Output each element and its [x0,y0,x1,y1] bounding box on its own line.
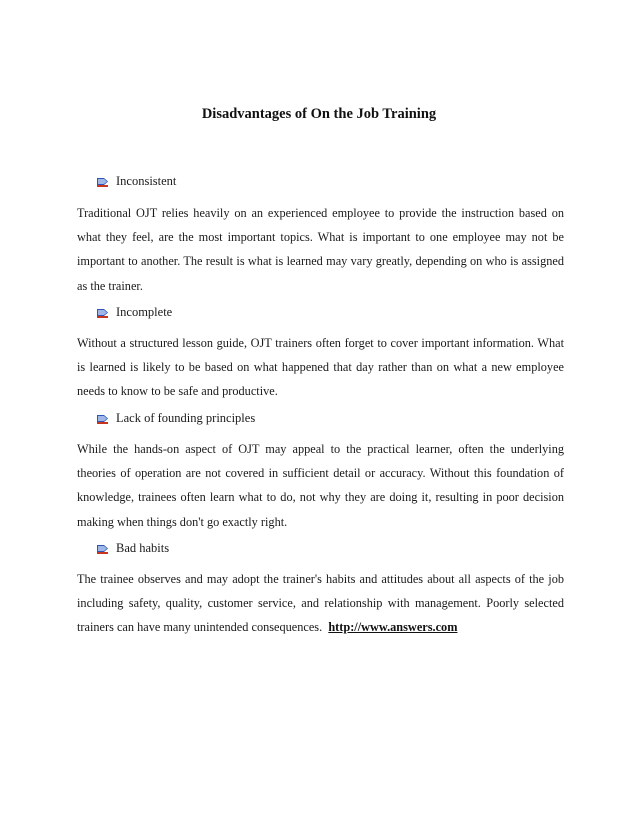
section-heading-bad-habits [96,539,169,557]
section-heading-label: Inconsistent [116,173,177,188]
section-heading-label: Incomplete [116,304,173,319]
bullet-arrow-icon [96,306,109,319]
document-title: Disadvantages of On the Job Training [201,106,437,122]
section-heading-inconsistent [96,172,176,190]
section-body-founding-principles: While the hands-on aspect of OJT may appeal to the practical learner, often the underlying theories of operation are not covered in sufficient detail or accuracy. Without this foundation of knowledge, trainees often learn what to do, not why they are doing it, resulting in poor decision making when things don't go exactly right. [77,442,564,529]
section-body-bad-habits [77,567,564,640]
section-heading-incomplete [96,303,172,321]
section-heading-founding-principles [96,409,255,427]
bullet-arrow-icon [96,175,109,188]
bullet-arrow-icon [96,542,109,555]
source-link[interactable]: http://www.answers.com [328,620,458,635]
section-body-inconsistent: Traditional OJT relies heavily on an experienced employee to provide the instruction based on what they feel, are the most important topics. What is important to one employee may not be important to another. The result is what is learned may vary greatly, depending on who is assigned as the trainer. [77,206,564,293]
section-body-incomplete: Without a structured lesson guide, OJT trainers often forget to cover important information. What is learned is likely to be based on what happened that day rather than on what a new employee needs to know to be safe and productive. [77,336,564,399]
section-heading-label: Bad habits [116,540,170,555]
section-heading-label: Lack of founding principles [116,410,256,425]
section-body-text: The trainee observes and may adopt the trainer's habits and attitudes about all aspects of the job including safety, quality, customer service, and relationship with management. Poorly selected trainers can have many unintended consequences. [77,572,564,635]
bullet-arrow-icon [96,412,109,425]
